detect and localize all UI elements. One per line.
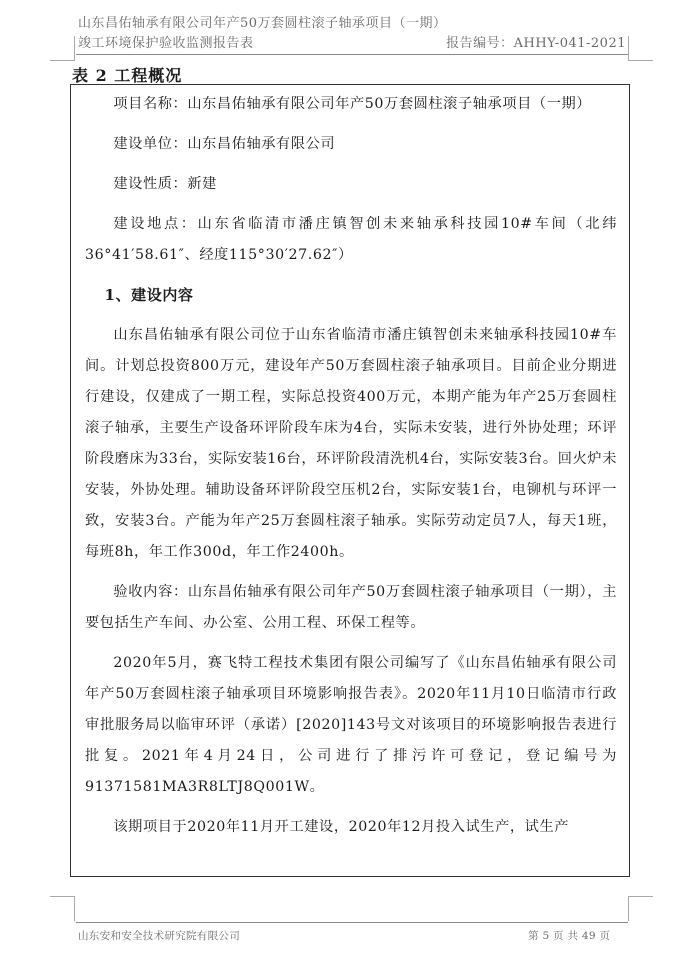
construction-nature: 建设性质：新建 (113, 176, 217, 192)
header-report-number: 报告编号：AHHY-041-2021 (446, 36, 626, 51)
trial-production-paragraph: 该期项目于2020年11月开工建设，2020年12月投入试生产，试生产 (113, 819, 570, 835)
construction-location: 建设地点：山东省临清市潘庄镇智创未来轴承科技园10#车间（北纬36°41′58.61″、经度115°30′27.62″） (85, 216, 617, 263)
table-title: 表 2 工程概况 (72, 66, 183, 85)
section-heading-construction-content: 1、建设内容 (104, 286, 194, 304)
construction-unit: 建设单位：山东昌佑轴承有限公司 (113, 136, 336, 152)
footer-page-number: 第 5 页 共 49 页 (528, 930, 611, 942)
crop-mark-bottom-right (628, 896, 653, 921)
crop-mark-top-right (628, 36, 653, 61)
footer-organization: 山东安和安全技术研究院有限公司 (78, 930, 240, 942)
header-divider (76, 54, 628, 55)
project-name: 项目名称：山东昌佑轴承有限公司年产50万套圆柱滚子轴承项目（一期） (113, 96, 592, 112)
crop-mark-bottom-left (50, 896, 75, 921)
table-content (85, 89, 617, 852)
header-project-title: 山东昌佑轴承有限公司年产50万套圆柱滚子轴承项目（一期） (78, 16, 447, 31)
crop-mark-top-left (50, 36, 75, 61)
header-report-type: 竣工环境保护验收监测报告表 (78, 36, 254, 51)
construction-content-paragraph: 山东昌佑轴承有限公司位于山东省临清市潘庄镇智创未来轴承科技园10#车间。计划总投资800万元，建设年产50万套圆柱滚子轴承项目。目前企业分期进行建设，仅建成了一期工程，实际总投资400万元，本期产能为年产25万套圆柱滚子轴承，主要生产设备环评阶段车床为4台，实际未安装，进行外协处理；环评阶段磨床为33台，实际安装16台，环评阶段清洗机4台，实际安装3台。回火炉未安装，外协处理。辅助设备环评阶段空压机2台，实际安装1台，电铆机与环评一致，安装3台。产能为年产25万套圆柱滚子轴承。实际劳动定员7人，每天1班，每班8h，年工作300d，年工作2400h。 (85, 327, 617, 560)
eia-history-paragraph: 2020年5月，赛飞特工程技术集团有限公司编写了《山东昌佑轴承有限公司年产50万套圆柱滚子轴承项目环境影响报告表》。2020年11月10日临清市行政审批服务局以临审环评（承诺）[2020]143号文对该项目的环境影响报告表进行批复。2021年4月24日，公司进行了排污许可登记，登记编号为91371581MA3R8LTJ8Q001W。 (85, 655, 617, 795)
footer-divider (76, 922, 628, 923)
header-row (78, 32, 626, 51)
acceptance-content-paragraph: 验收内容：山东昌佑轴承有限公司年产50万套圆柱滚子轴承项目（一期），主要包括生产车间、办公室、公用工程、环保工程等。 (85, 584, 617, 631)
project-overview-table (70, 84, 630, 877)
